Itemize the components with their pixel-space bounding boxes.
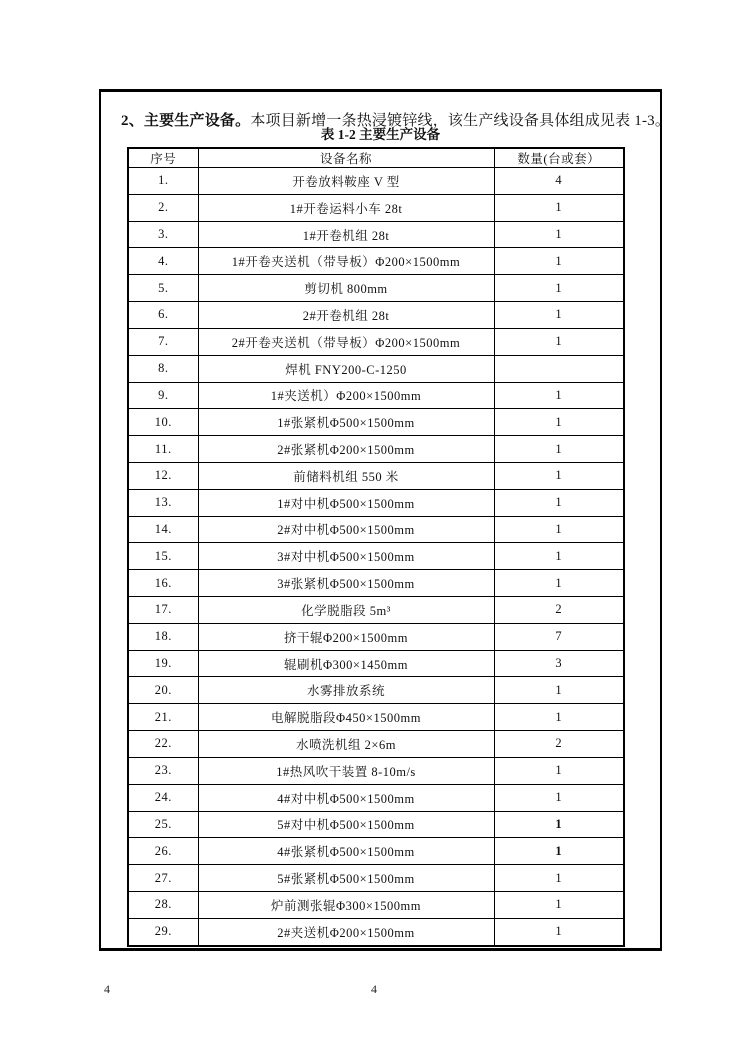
equipment-name-cell: 5#张紧机Φ500×1500mm: [198, 865, 494, 892]
equipment-name-cell: 2#开卷机组 28t: [198, 302, 494, 329]
row-number-cell: 13.: [128, 489, 198, 516]
row-number-cell: 6.: [128, 302, 198, 329]
table-row: [128, 382, 624, 409]
quantity-cell: 1: [494, 194, 624, 221]
table-row: [128, 570, 624, 597]
row-number-cell: 19.: [128, 650, 198, 677]
equipment-name-cell: 2#对中机Φ500×1500mm: [198, 516, 494, 543]
equipment-name-cell: 化学脱脂段 5m³: [198, 597, 494, 624]
quantity-cell: 1: [494, 409, 624, 436]
equipment-name-cell: 水雾排放系统: [198, 677, 494, 704]
row-number-cell: 11.: [128, 436, 198, 463]
page-frame: [99, 89, 671, 951]
table-row: [128, 731, 624, 758]
quantity-cell: 1: [494, 865, 624, 892]
table-row: [128, 248, 624, 275]
table-title: 表 1-2 主要生产设备: [320, 127, 441, 142]
row-number-cell: 1.: [128, 168, 198, 195]
quantity-cell: 1: [494, 302, 624, 329]
table-row: [128, 757, 624, 784]
row-number-cell: 29.: [128, 918, 198, 946]
table-row: [128, 543, 624, 570]
table-row: [128, 918, 624, 946]
table-row: [128, 597, 624, 624]
equipment-name-cell: 水喷洗机组 2×6m: [198, 731, 494, 758]
equipment-table-body: [128, 168, 624, 947]
quantity-cell: 2: [494, 597, 624, 624]
quantity-cell: 1: [494, 248, 624, 275]
equipment-name-cell: 1#热风吹干装置 8-10m/s: [198, 757, 494, 784]
row-number-cell: 15.: [128, 543, 198, 570]
quantity-cell: 1: [494, 784, 624, 811]
table-row: [128, 650, 624, 677]
equipment-name-cell: 1#开卷运料小车 28t: [198, 194, 494, 221]
table-row: [128, 462, 624, 489]
quantity-cell: 1: [494, 570, 624, 597]
equipment-name-cell: 剪切机 800mm: [198, 275, 494, 302]
table-row: [128, 516, 624, 543]
quantity-cell: 4: [494, 168, 624, 195]
row-number-cell: 24.: [128, 784, 198, 811]
quantity-cell: 1: [494, 462, 624, 489]
equipment-name-cell: 1#开卷机组 28t: [198, 221, 494, 248]
row-number-cell: 28.: [128, 891, 198, 918]
row-number-cell: 20.: [128, 677, 198, 704]
equipment-name-cell: 1#对中机Φ500×1500mm: [198, 489, 494, 516]
equipment-name-cell: 前储料机组 550 米: [198, 462, 494, 489]
footer-page-number-left: 4: [104, 982, 110, 996]
equipment-name-cell: 辊刷机Φ300×1450mm: [198, 650, 494, 677]
table-row: [128, 275, 624, 302]
header-serial-number: 序号: [128, 148, 198, 168]
quantity-cell: 7: [494, 623, 624, 650]
row-number-cell: 12.: [128, 462, 198, 489]
equipment-name-cell: 1#张紧机Φ500×1500mm: [198, 409, 494, 436]
row-number-cell: 17.: [128, 597, 198, 624]
table-row: [128, 194, 624, 221]
paragraph-body: 本项目新增一条热浸镀锌线，该生产线设备具体组成见表 1-3。: [250, 113, 671, 129]
table-row: [128, 328, 624, 355]
quantity-cell: 1: [494, 918, 624, 946]
row-number-cell: 4.: [128, 248, 198, 275]
table-row: [128, 891, 624, 918]
equipment-name-cell: 3#对中机Φ500×1500mm: [198, 543, 494, 570]
quantity-cell: 1: [494, 516, 624, 543]
row-number-cell: 27.: [128, 865, 198, 892]
quantity-cell: 1: [494, 891, 624, 918]
quantity-cell: 1: [494, 436, 624, 463]
equipment-name-cell: 2#开卷夹送机（带导板）Φ200×1500mm: [198, 328, 494, 355]
header-equipment-name: 设备名称: [198, 148, 494, 168]
row-number-cell: 18.: [128, 623, 198, 650]
table-row: [128, 838, 624, 865]
quantity-cell: 1: [494, 382, 624, 409]
equipment-name-cell: 焊机 FNY200-C-1250: [198, 355, 494, 382]
table-row: [128, 811, 624, 838]
quantity-cell: 1: [494, 704, 624, 731]
row-number-cell: 8.: [128, 355, 198, 382]
row-number-cell: 5.: [128, 275, 198, 302]
table-row: [128, 302, 624, 329]
table-row: [128, 704, 624, 731]
equipment-name-cell: 5#对中机Φ500×1500mm: [198, 811, 494, 838]
quantity-cell: 1: [494, 275, 624, 302]
quantity-cell: 1: [494, 489, 624, 516]
equipment-name-cell: 4#对中机Φ500×1500mm: [198, 784, 494, 811]
equipment-name-cell: 1#夹送机）Φ200×1500mm: [198, 382, 494, 409]
equipment-name-cell: 1#开卷夹送机（带导板）Φ200×1500mm: [198, 248, 494, 275]
row-number-cell: 22.: [128, 731, 198, 758]
row-number-cell: 16.: [128, 570, 198, 597]
quantity-cell: 1: [494, 677, 624, 704]
quantity-cell: 1: [494, 543, 624, 570]
quantity-cell: 1: [494, 757, 624, 784]
row-number-cell: 9.: [128, 382, 198, 409]
row-number-cell: 7.: [128, 328, 198, 355]
equipment-name-cell: 挤干辊Φ200×1500mm: [198, 623, 494, 650]
equipment-name-cell: 4#张紧机Φ500×1500mm: [198, 838, 494, 865]
table-row: [128, 168, 624, 195]
equipment-name-cell: 炉前测张辊Φ300×1500mm: [198, 891, 494, 918]
equipment-name-cell: 3#张紧机Φ500×1500mm: [198, 570, 494, 597]
quantity-cell: 1: [494, 838, 624, 865]
table-row: [128, 409, 624, 436]
equipment-name-cell: 2#张紧机Φ200×1500mm: [198, 436, 494, 463]
quantity-cell: [494, 355, 624, 382]
quantity-cell: 1: [494, 221, 624, 248]
row-number-cell: 25.: [128, 811, 198, 838]
row-number-cell: 10.: [128, 409, 198, 436]
paragraph-lead: 2、主要生产设备。: [121, 113, 251, 129]
equipment-name-cell: 开卷放料鞍座 V 型: [198, 168, 494, 195]
equipment-table: [127, 147, 625, 947]
table-row: [128, 221, 624, 248]
quantity-cell: 1: [494, 811, 624, 838]
row-number-cell: 3.: [128, 221, 198, 248]
row-number-cell: 21.: [128, 704, 198, 731]
quantity-cell: 2: [494, 731, 624, 758]
table-header-row: [128, 148, 624, 168]
row-number-cell: 26.: [128, 838, 198, 865]
table-row: [128, 784, 624, 811]
header-quantity: 数量(台或套）: [494, 148, 624, 168]
row-number-cell: 14.: [128, 516, 198, 543]
equipment-name-cell: 2#夹送机Φ200×1500mm: [198, 918, 494, 946]
table-row: [128, 623, 624, 650]
equipment-name-cell: 电解脱脂段Φ450×1500mm: [198, 704, 494, 731]
quantity-cell: 3: [494, 650, 624, 677]
table-row: [128, 865, 624, 892]
quantity-cell: 1: [494, 328, 624, 355]
row-number-cell: 23.: [128, 757, 198, 784]
footer-page-number-center: 4: [371, 982, 377, 996]
row-number-cell: 2.: [128, 194, 198, 221]
table-row: [128, 677, 624, 704]
table-row: [128, 436, 624, 463]
table-row: [128, 489, 624, 516]
table-row: [128, 355, 624, 382]
